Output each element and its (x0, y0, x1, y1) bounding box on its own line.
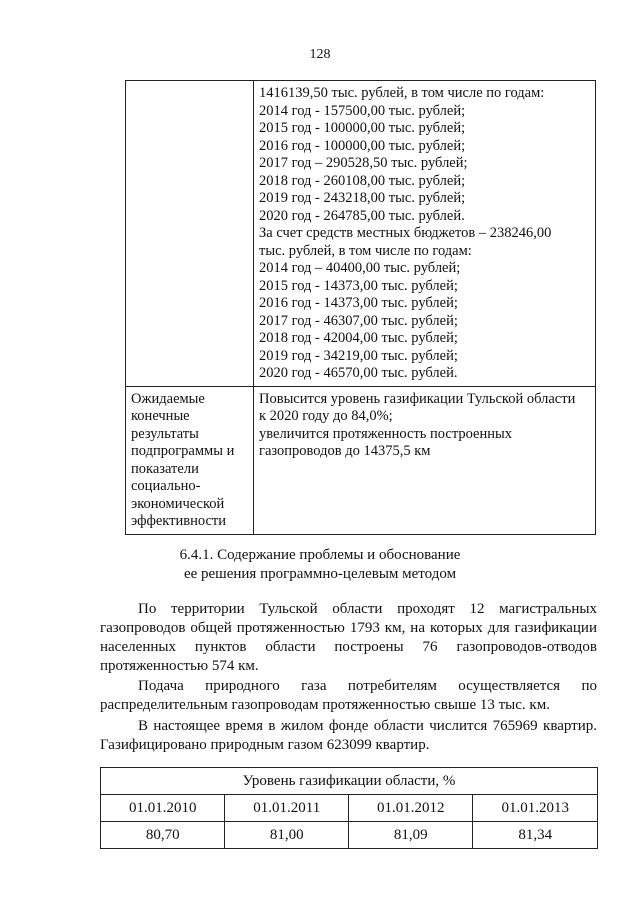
expected-results-value-cell (254, 386, 596, 534)
financing-row (126, 81, 596, 387)
section-heading-line: 6.4.1. Содержание проблемы и обоснование (179, 547, 461, 563)
results-label-line: социально- (131, 478, 201, 494)
financing-line: тыс. рублей, в том числе по годам: (259, 242, 472, 259)
results-label-line: Ожидаемые (131, 390, 205, 407)
financing-line: 2016 год - 100000,00 тыс. рублей; (259, 137, 466, 154)
paragraph-line: По территории Тульской области проходят 12 магистральных (138, 601, 597, 617)
paragraph-line: Газифицировано природным газом 623099 квартир. (100, 737, 430, 753)
financing-line: 2017 год - 46307,00 тыс. рублей; (259, 312, 458, 329)
gasification-value: 80,70 (101, 822, 225, 849)
expected-results-label-cell (126, 386, 254, 534)
gasification-table-title: Уровень газификации области, % (101, 768, 598, 795)
results-label-line: показатели (131, 460, 199, 477)
results-value-line: Повысится уровень газификации Тульской области (259, 390, 576, 407)
results-label-line: эффективности (131, 513, 226, 529)
section-heading (100, 546, 540, 583)
gasification-values-row (101, 822, 598, 849)
gasification-level-table (100, 767, 598, 849)
financing-line: 2015 год - 100000,00 тыс. рублей; (259, 120, 466, 136)
gasification-value: 81,09 (348, 822, 472, 849)
gasification-value: 81,34 (473, 822, 598, 849)
financing-line: 2020 год - 264785,00 тыс. рублей. (259, 207, 465, 224)
financing-line: 2016 год - 14373,00 тыс. рублей; (259, 295, 458, 311)
paragraph-line: газопроводов общей протяженностью 1793 км, на которых для газификации (100, 620, 597, 636)
paragraph-line: протяженностью 574 км. (100, 658, 259, 674)
subprogram-passport-table (125, 80, 596, 535)
financing-line: За счет средств местных бюджетов – 238246,00 (259, 225, 552, 241)
results-label-line: конечные (131, 408, 190, 424)
financing-line: 1416139,50 тыс. рублей, в том числе по годам: (259, 85, 545, 101)
expected-results-row (126, 386, 596, 534)
paragraph-main-pipelines (100, 600, 597, 676)
financing-line: 2018 год - 260108,00 тыс. рублей; (259, 172, 466, 189)
results-value-line: газопроводов до 14375,5 км (259, 443, 431, 459)
date-header: 01.01.2010 (101, 795, 225, 822)
financing-line: 2020 год - 46570,00 тыс. рублей. (259, 365, 458, 381)
results-label-line: результаты (131, 425, 199, 442)
paragraph-line: населенных пунктов области построены 76 газопроводов-отводов (100, 639, 597, 655)
date-header: 01.01.2013 (473, 795, 598, 822)
results-value-line: увеличится протяженность построенных (259, 425, 512, 442)
financing-label-cell (126, 81, 254, 387)
paragraph-line: распределительным газопроводам протяженностью свыше 13 тыс. км. (100, 697, 550, 713)
financing-line: 2018 год - 42004,00 тыс. рублей; (259, 330, 458, 346)
results-label-line: экономической (131, 495, 225, 512)
section-heading-line: ее решения программно-целевым методом (183, 565, 457, 582)
results-label-line: подпрограммы и (131, 443, 235, 459)
date-header: 01.01.2012 (348, 795, 472, 822)
paragraph-gas-supply (100, 677, 597, 715)
gasification-value: 81,00 (225, 822, 349, 849)
paragraph-line: Подача природного газа потребителям осуществляется по (138, 678, 597, 694)
financing-line: 2015 год - 14373,00 тыс. рублей; (259, 277, 458, 294)
financing-line: 2019 год - 34219,00 тыс. рублей; (259, 347, 458, 364)
financing-value-cell (254, 81, 596, 387)
financing-line: 2014 год – 40400,00 тыс. рублей; (259, 260, 461, 276)
financing-line: 2017 год – 290528,50 тыс. рублей; (259, 155, 468, 171)
paragraph-housing (100, 717, 597, 755)
paragraph-line: В настоящее время в жилом фонде области числится 765969 квартир. (138, 718, 597, 734)
gasification-header-row (101, 795, 598, 822)
date-header: 01.01.2011 (225, 795, 349, 822)
financing-line: 2014 год - 157500,00 тыс. рублей; (259, 102, 466, 119)
financing-line: 2019 год - 243218,00 тыс. рублей; (259, 190, 466, 206)
results-value-line: к 2020 году до 84,0%; (259, 408, 393, 424)
page-number: 128 (309, 47, 331, 62)
